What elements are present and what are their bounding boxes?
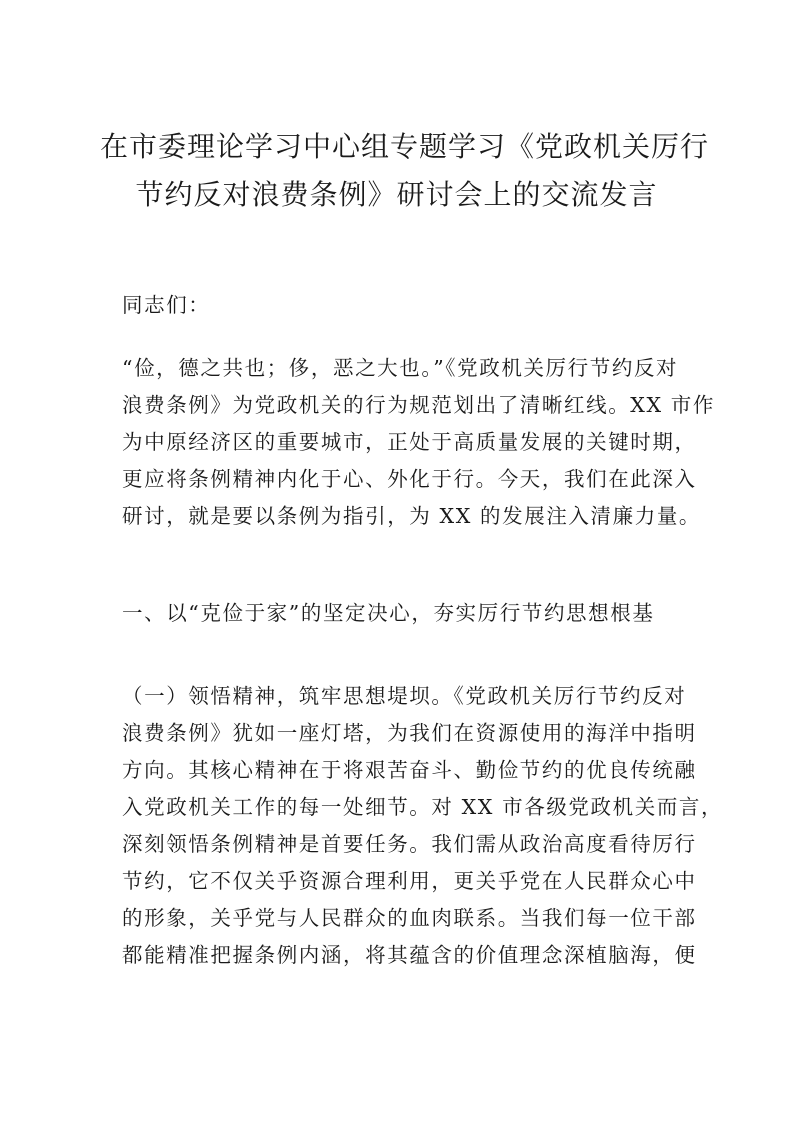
section-heading [122, 595, 682, 632]
paragraph-line: （一）领悟精神，筑牢思想堤坝。《党政机关厉行节约反对 [122, 684, 687, 708]
paragraph-line: 都能精准把握条例内涵，将其蕴含的价值理念深植脑海，便 [122, 943, 697, 967]
paragraph-line: “俭，德之共也；侈，恶之大也。”《党政机关厉行节约反对 [122, 356, 679, 380]
paragraph-line: 浪费条例》犹如一座灯塔，为我们在资源使用的海洋中指明 [122, 721, 697, 745]
paragraph-line: 浪费条例》为党政机关的行为规范划出了清晰红线。XX 市作 [122, 393, 716, 417]
paragraph-line: 研讨，就是要以条例为指引，为 XX 的发展注入清廉力量。 [122, 504, 702, 528]
paragraph-line: 的形象，关乎党与人民群众的血肉联系。当我们每一位干部 [122, 906, 697, 930]
section-heading-text: 一、以“克俭于家”的坚定决心，夯实厉行节约思想根基 [122, 601, 655, 625]
subsection-paragraph [122, 678, 724, 974]
paragraph-line: 入党政机关工作的每一处细节。对 XX 市各级党政机关而言， [122, 795, 724, 819]
salutation [122, 287, 682, 324]
intro-paragraph [122, 350, 716, 535]
salutation-text: 同志们： [122, 293, 211, 317]
paragraph-line: 更应将条例精神内化于心、外化于行。今天，我们在此深入 [122, 467, 697, 491]
paragraph-line: 方向。其核心精神在于将艰苦奋斗、勤俭节约的优良传统融 [122, 758, 697, 782]
paragraph-line: 节约，它不仅关乎资源合理利用，更关乎党在人民群众心中 [122, 869, 697, 893]
paragraph-line: 深刻领悟条例精神是首要任务。我们需从政治高度看待厉行 [122, 832, 697, 856]
document-title [100, 123, 710, 219]
paragraph-line: 为中原经济区的重要城市，正处于高质量发展的关键时期， [122, 430, 697, 454]
title-line: 在市委理论学习中心组专题学习《党政机关厉行 [100, 130, 710, 163]
title-line: 节约反对浪费条例》研讨会上的交流发言 [135, 178, 658, 211]
